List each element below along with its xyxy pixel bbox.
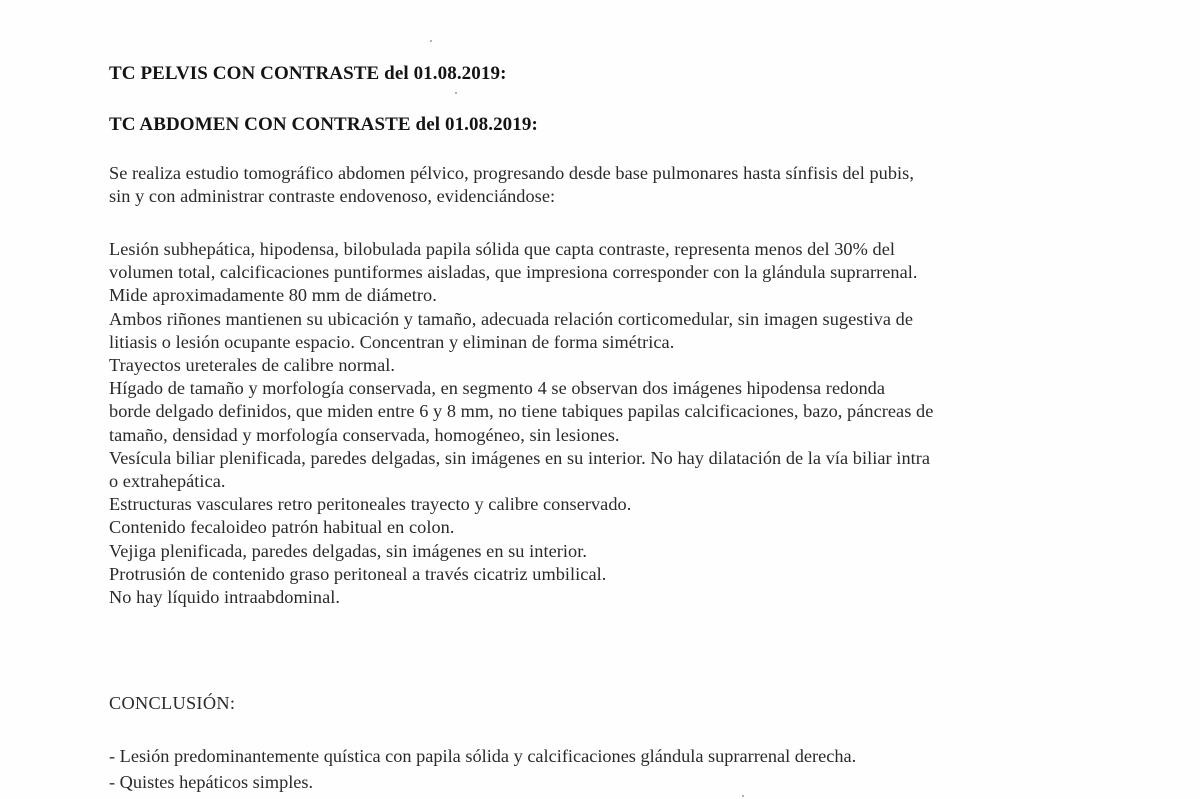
conclusion-item: - Lesión predominantemente quística con papila sólida y calcificaciones glándula suprarrenal derecha. — [109, 746, 857, 766]
findings-line: Trayectos ureterales de calibre normal. — [109, 355, 396, 376]
scan-speck — [742, 795, 744, 797]
conclusion-list — [109, 743, 1119, 795]
intro-line: sin y con administrar contraste endovenoso, evidenciándose: — [109, 186, 556, 207]
conclusion-title: CONCLUSIÓN: — [109, 693, 236, 713]
heading-tc-abdomen: TC ABDOMEN CON CONTRASTE del 01.08.2019: — [109, 114, 538, 135]
intro-line: Se realiza estudio tomográfico abdomen pélvico, progresando desde base pulmonares hasta sínfisis del pubis, — [109, 163, 914, 183]
conclusion-item: - Quistes hepáticos simples. — [109, 772, 314, 792]
findings-line: Estructuras vasculares retro peritoneales trayecto y calibre conservado. — [109, 494, 632, 515]
scan-speck — [430, 40, 432, 42]
findings-line: Lesión subhepática, hipodensa, bilobulada papila sólida que capta contraste, representa menos del 30% del — [109, 239, 896, 259]
findings-line: Contenido fecaloideo patrón habitual en colon. — [109, 517, 455, 538]
findings-line: Ambos riñones mantienen su ubicación y tamaño, adecuada relación corticomedular, sin imagen sugestiva de — [109, 308, 914, 329]
intro-paragraph — [109, 162, 1119, 208]
findings-line: litiasis o lesión ocupante espacio. Concentran y eliminan de forma simétrica. — [109, 331, 675, 352]
findings-line: tamaño, densidad y morfología conservada, homogéneo, sin lesiones. — [109, 424, 620, 445]
findings-line: volumen total, calcificaciones puntiformes aisladas, que impresiona corresponder con la glándula suprarrenal. — [109, 262, 918, 283]
heading-tc-pelvis: TC PELVIS CON CONTRASTE del 01.08.2019: — [109, 63, 507, 84]
findings-paragraph — [109, 238, 1119, 609]
findings-line: Protrusión de contenido graso peritoneal a través cicatriz umbilical. — [109, 563, 607, 584]
findings-line: Hígado de tamaño y morfología conservada, en segmento 4 se observan dos imágenes hipodensa redonda — [109, 378, 886, 399]
findings-line: Vesícula biliar plenificada, paredes delgadas, sin imágenes en su interior. No hay dilatación de la vía biliar intra — [109, 447, 931, 468]
findings-line: borde delgado definidos, que miden entre 6 y 8 mm, no tiene tabiques papilas calcificaciones, bazo, páncreas de — [109, 401, 934, 422]
findings-line: Vejiga plenificada, paredes delgadas, sin imágenes en su interior. — [109, 540, 587, 561]
scan-speck — [455, 92, 457, 94]
findings-line: o extrahepática. — [109, 471, 226, 492]
findings-line: Mide aproximadamente 80 mm de diámetro. — [109, 285, 437, 306]
findings-line: No hay líquido intraabdominal. — [109, 587, 340, 608]
